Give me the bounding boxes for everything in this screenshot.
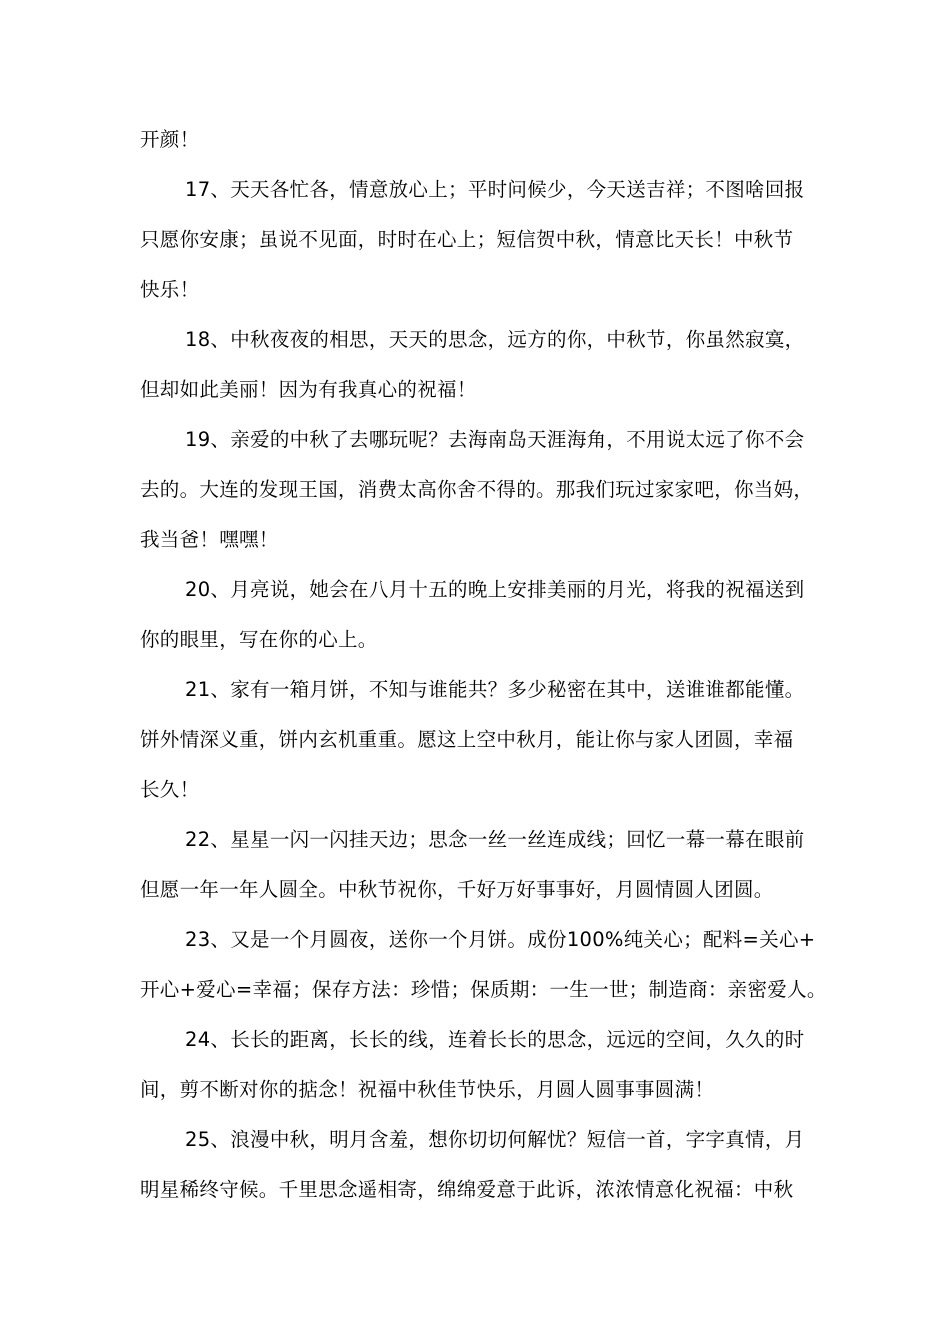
text-line: 我当爸！嘿嘿！ [140, 528, 279, 551]
paragraph-23-line: 23、又是一个月圆夜，送你一个月饼。成份100%纯关心；配料=关心+ [185, 928, 816, 951]
paragraph-19-line: 19、亲爱的中秋了去哪玩呢？去海南岛天涯海角，不用说太远了你不会 [185, 428, 805, 451]
paragraph-24-line: 24、长长的距离，长长的线，连着长长的思念，远远的空间，久久的时 [185, 1028, 805, 1051]
text-line: 明星稀终守候。千里思念遥相寄，绵绵爱意于此诉，浓浓情意化祝福：中秋 [140, 1178, 794, 1201]
text-line: 但愿一年一年人圆全。中秋节祝你，千好万好事事好，月圆情圆人团圆。 [140, 878, 774, 901]
text-line: 开心+爱心=幸福；保存方法：珍惜；保质期：一生一世；制造商：亲密爱人。 [140, 978, 827, 1001]
paragraph-25-line: 25、浪漫中秋，明月含羞，想你切切何解忧？短信一首，字字真情，月 [185, 1128, 805, 1151]
text-line: 间，剪不断对你的掂念！祝福中秋佳节快乐，月圆人圆事事圆满！ [140, 1078, 715, 1101]
text-line: 只愿你安康；虽说不见面，时时在心上；短信贺中秋，情意比天长！中秋节 [140, 228, 794, 251]
text-line: 开颜！ [140, 128, 200, 151]
text-line: 你的眼里，写在你的心上。 [140, 628, 378, 651]
paragraph-18-line: 18、中秋夜夜的相思，天天的思念，远方的你，中秋节，你虽然寂寞， [185, 328, 805, 351]
paragraph-20-line: 20、月亮说，她会在八月十五的晚上安排美丽的月光，将我的祝福送到 [185, 578, 805, 601]
paragraph-17-line: 17、天天各忙各，情意放心上；平时问候少，今天送吉祥；不图啥回报 [185, 178, 805, 201]
paragraph-22-line: 22、星星一闪一闪挂天边；思念一丝一丝连成线；回忆一幕一幕在眼前 [185, 828, 805, 851]
text-line: 长久！ [140, 778, 200, 801]
text-line: 快乐！ [140, 278, 200, 301]
text-line: 去的。大连的发现王国，消费太高你舍不得的。那我们玩过家家吧，你当妈， [140, 478, 814, 501]
paragraph-21-line: 21、家有一箱月饼，不知与谁能共？多少秘密在其中，送谁谁都能懂。 [185, 678, 805, 701]
text-line: 饼外情深义重，饼内玄机重重。愿这上空中秋月，能让你与家人团圆，幸福 [140, 728, 794, 751]
text-line: 但却如此美丽！因为有我真心的祝福！ [140, 378, 477, 401]
